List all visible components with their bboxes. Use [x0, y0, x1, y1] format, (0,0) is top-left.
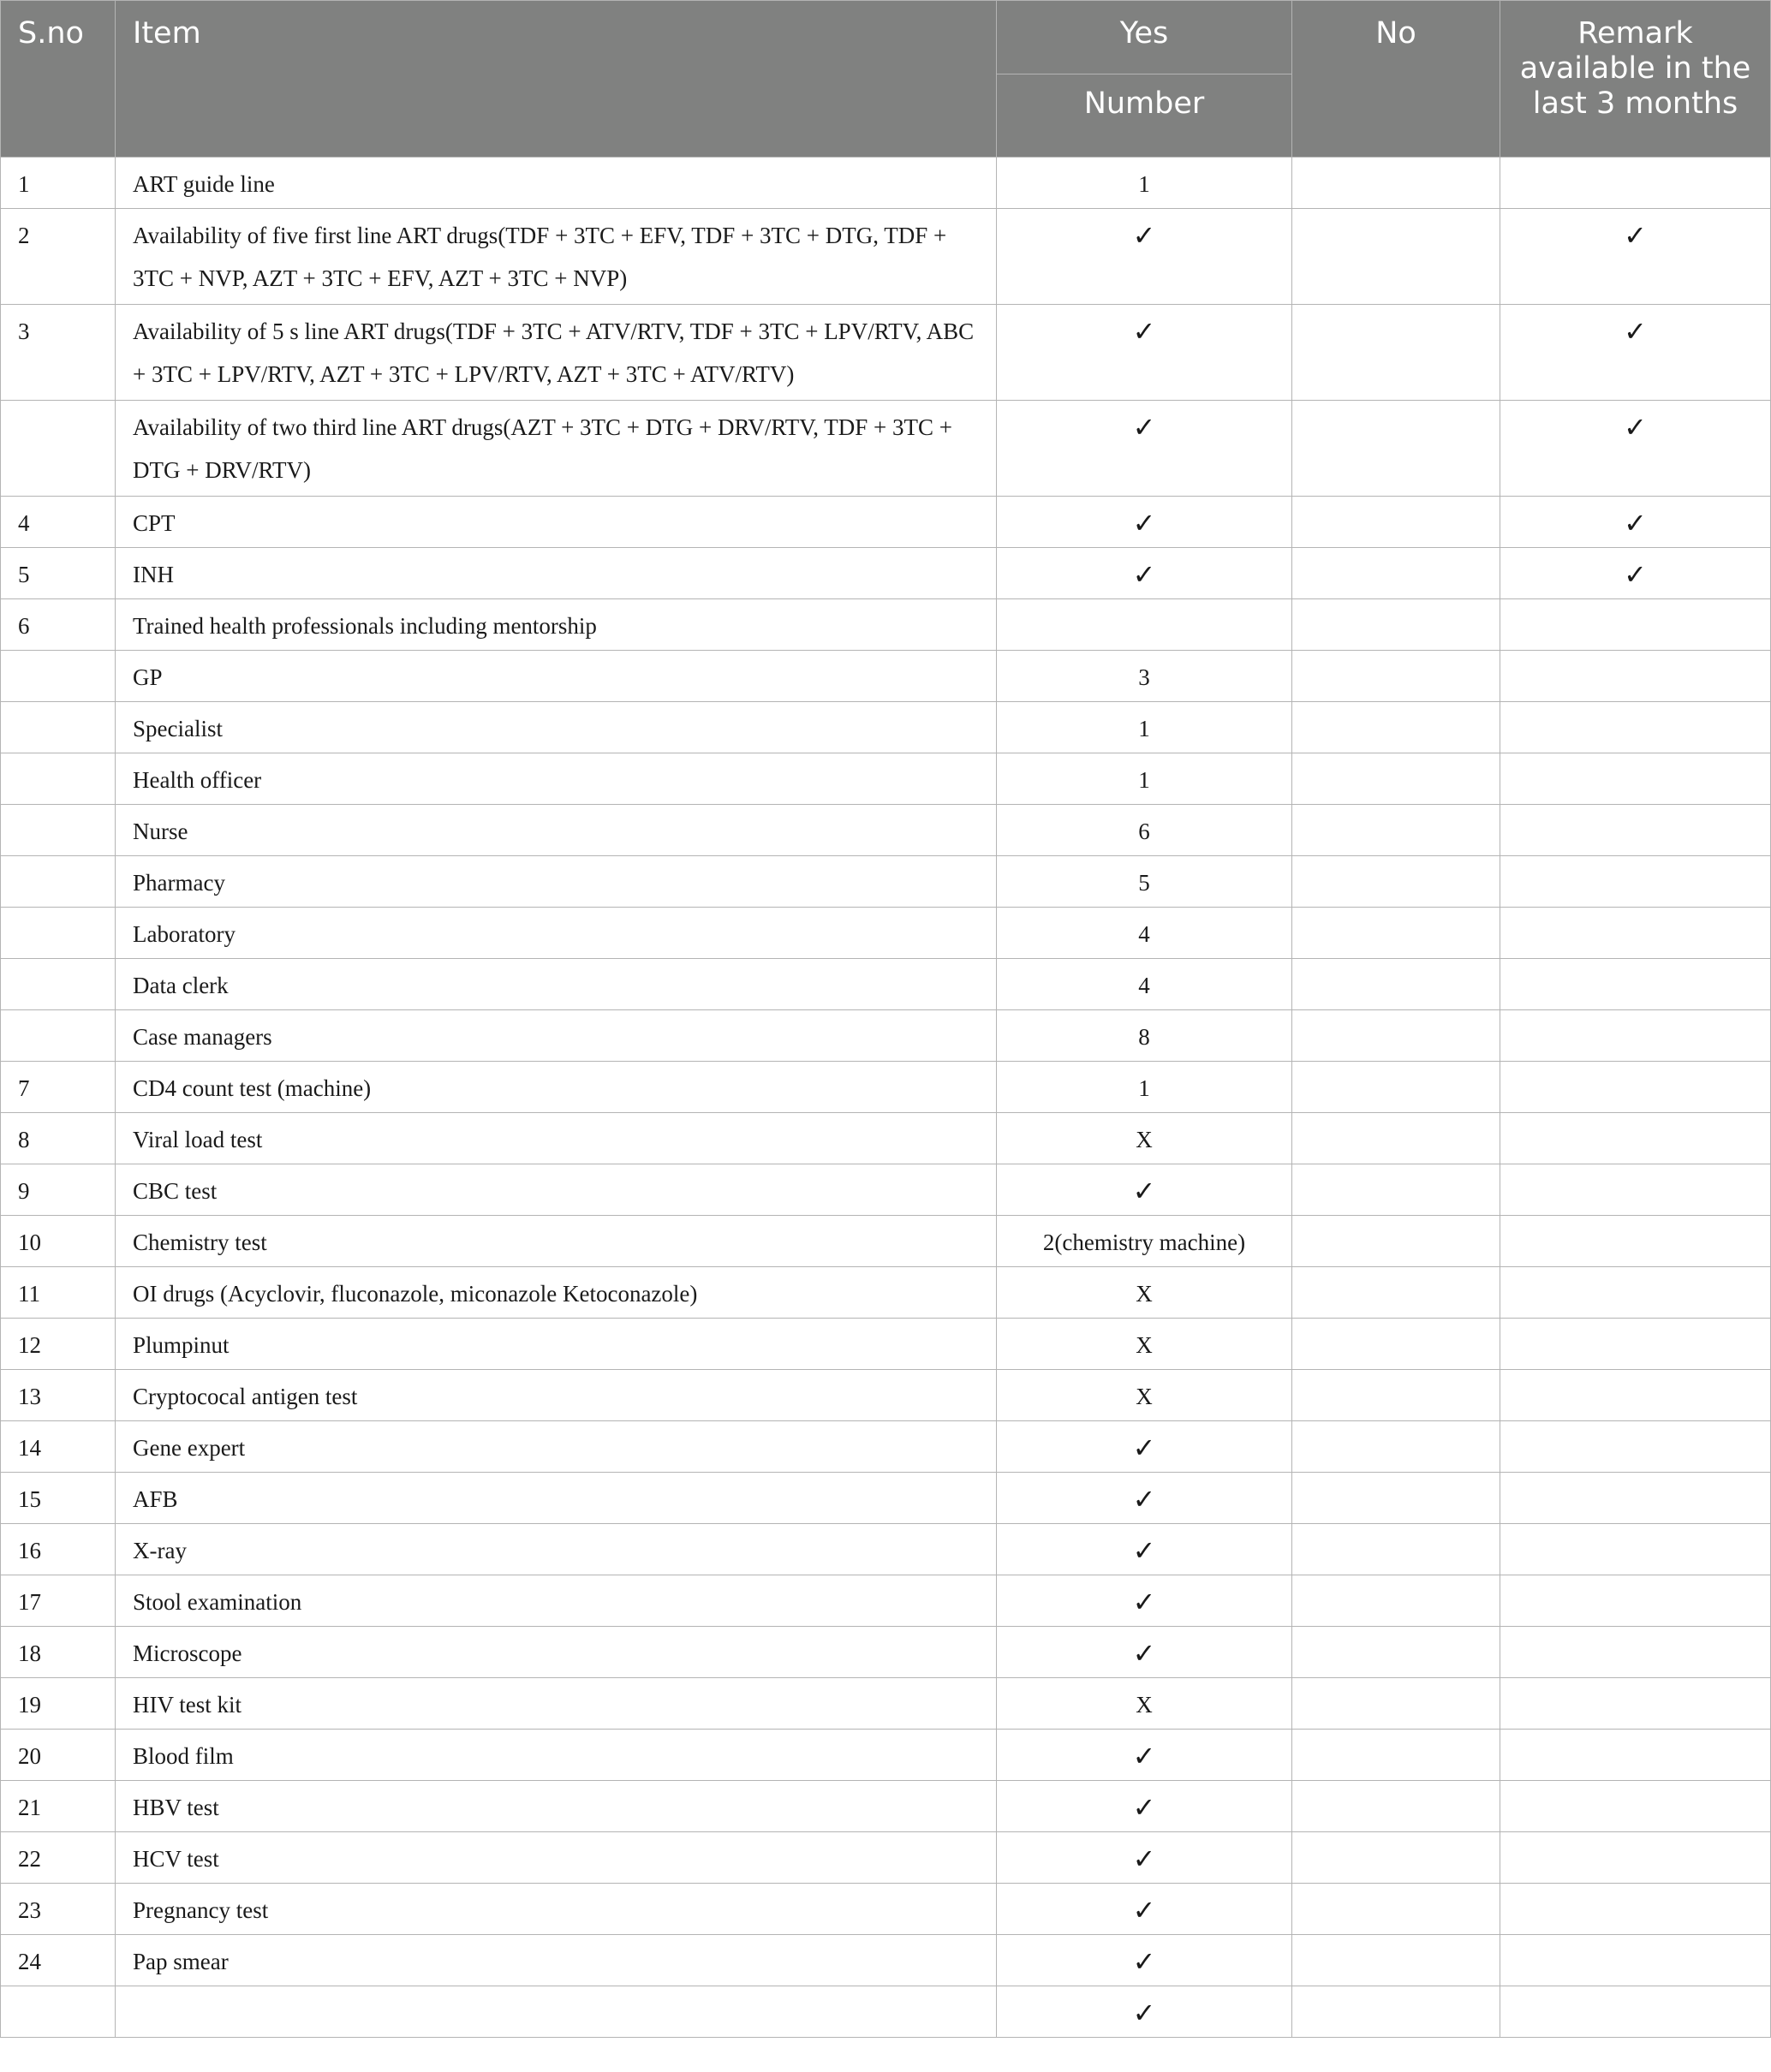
table-row: [1, 1524, 1771, 1575]
cell-yes-number: 1: [997, 158, 1292, 209]
cell-sno: 3: [1, 305, 116, 401]
cell-sno: 4: [1, 497, 116, 548]
cell-item: Cryptococal antigen test: [116, 1370, 997, 1421]
cell-yes-number: ✓: [997, 1164, 1292, 1216]
cell-no: [1292, 1524, 1500, 1575]
cell-sno: [1, 702, 116, 753]
cell-remark: [1500, 1524, 1771, 1575]
cell-yes-number: X: [997, 1319, 1292, 1370]
cell-item: CD4 count test (machine): [116, 1062, 997, 1113]
cell-remark: ✓: [1500, 401, 1771, 497]
cell-item: Plumpinut: [116, 1319, 997, 1370]
cell-sno: 24: [1, 1935, 116, 1986]
cell-sno: 12: [1, 1319, 116, 1370]
cell-sno: 18: [1, 1627, 116, 1678]
table-header: [1, 1, 1771, 158]
cell-item: ART guide line: [116, 158, 997, 209]
cell-sno: 20: [1, 1730, 116, 1781]
cell-item: Pregnancy test: [116, 1884, 997, 1935]
header-sno: S.no: [1, 1, 116, 158]
cell-remark: [1500, 1370, 1771, 1421]
cell-sno: [1, 1986, 116, 2038]
header-no: No: [1292, 1, 1500, 158]
cell-remark: ✓: [1500, 305, 1771, 401]
cell-yes-number: X: [997, 1113, 1292, 1164]
header-yes: Yes: [997, 1, 1292, 74]
table-row: [1, 158, 1771, 209]
cell-remark: [1500, 1164, 1771, 1216]
cell-item: Availability of two third line ART drugs(AZT + 3TC + DTG + DRV/RTV, TDF + 3TC + DTG + DRV/RTV): [116, 401, 997, 497]
cell-yes-number: ✓: [997, 1473, 1292, 1524]
cell-sno: 22: [1, 1832, 116, 1884]
cell-sno: [1, 1010, 116, 1062]
table-row: [1, 497, 1771, 548]
cell-item: Data clerk: [116, 959, 997, 1010]
cell-remark: [1500, 1935, 1771, 1986]
table-row: [1, 1421, 1771, 1473]
cell-no: [1292, 1010, 1500, 1062]
cell-remark: [1500, 1010, 1771, 1062]
table-row: [1, 1267, 1771, 1319]
cell-item: Pap smear: [116, 1935, 997, 1986]
cell-no: [1292, 1421, 1500, 1473]
cell-item: GP: [116, 651, 997, 702]
cell-item: Chemistry test: [116, 1216, 997, 1267]
cell-yes-number: ✓: [997, 209, 1292, 305]
cell-yes-number: 5: [997, 856, 1292, 908]
cell-no: [1292, 209, 1500, 305]
cell-sno: 1: [1, 158, 116, 209]
cell-no: [1292, 1832, 1500, 1884]
table-row: [1, 1216, 1771, 1267]
cell-no: [1292, 1216, 1500, 1267]
cell-remark: [1500, 805, 1771, 856]
cell-remark: [1500, 753, 1771, 805]
cell-sno: 5: [1, 548, 116, 599]
cell-remark: [1500, 1062, 1771, 1113]
cell-remark: [1500, 599, 1771, 651]
cell-remark: [1500, 1421, 1771, 1473]
cell-yes-number: ✓: [997, 1627, 1292, 1678]
cell-no: [1292, 1267, 1500, 1319]
cell-item: Stool examination: [116, 1575, 997, 1627]
cell-no: [1292, 548, 1500, 599]
cell-item: Viral load test: [116, 1113, 997, 1164]
cell-remark: [1500, 1781, 1771, 1832]
cell-sno: 6: [1, 599, 116, 651]
cell-item: [116, 1986, 997, 2038]
cell-no: [1292, 702, 1500, 753]
cell-remark: [1500, 158, 1771, 209]
cell-no: [1292, 1627, 1500, 1678]
cell-no: [1292, 959, 1500, 1010]
cell-yes-number: ✓: [997, 305, 1292, 401]
cell-no: [1292, 1678, 1500, 1730]
cell-yes-number: ✓: [997, 1524, 1292, 1575]
cell-item: Availability of 5 s line ART drugs(TDF + 3TC + ATV/RTV, TDF + 3TC + LPV/RTV, ABC + 3TC + LPV/RTV, AZT + 3TC + LPV/RTV, AZT + 3TC + ATV/RTV): [116, 305, 997, 401]
header-row-1: [1, 1, 1771, 74]
cell-no: [1292, 1730, 1500, 1781]
cell-item: Nurse: [116, 805, 997, 856]
table-row: [1, 959, 1771, 1010]
cell-remark: [1500, 1267, 1771, 1319]
cell-sno: 7: [1, 1062, 116, 1113]
cell-no: [1292, 497, 1500, 548]
cell-no: [1292, 1062, 1500, 1113]
table-row: [1, 599, 1771, 651]
table-row: [1, 1884, 1771, 1935]
cell-item: Health officer: [116, 753, 997, 805]
cell-yes-number: ✓: [997, 1730, 1292, 1781]
cell-no: [1292, 1319, 1500, 1370]
cell-no: [1292, 1781, 1500, 1832]
cell-yes-number: 3: [997, 651, 1292, 702]
cell-remark: [1500, 1730, 1771, 1781]
table-row: [1, 1627, 1771, 1678]
cell-item: Case managers: [116, 1010, 997, 1062]
cell-item: X-ray: [116, 1524, 997, 1575]
cell-remark: ✓: [1500, 548, 1771, 599]
cell-sno: [1, 856, 116, 908]
cell-item: Laboratory: [116, 908, 997, 959]
cell-sno: [1, 401, 116, 497]
cell-yes-number: ✓: [997, 497, 1292, 548]
cell-yes-number: [997, 599, 1292, 651]
cell-yes-number: 4: [997, 908, 1292, 959]
table-row: [1, 1113, 1771, 1164]
cell-item: CBC test: [116, 1164, 997, 1216]
cell-yes-number: X: [997, 1370, 1292, 1421]
cell-yes-number: ✓: [997, 1935, 1292, 1986]
cell-item: Blood film: [116, 1730, 997, 1781]
cell-no: [1292, 1370, 1500, 1421]
table-row: [1, 908, 1771, 959]
cell-yes-number: 1: [997, 753, 1292, 805]
table-row: [1, 305, 1771, 401]
table-row: [1, 1370, 1771, 1421]
table-row: [1, 1730, 1771, 1781]
cell-sno: 17: [1, 1575, 116, 1627]
cell-yes-number: ✓: [997, 548, 1292, 599]
cell-remark: [1500, 702, 1771, 753]
cell-sno: 19: [1, 1678, 116, 1730]
cell-remark: [1500, 1113, 1771, 1164]
table-body: [1, 158, 1771, 2038]
table-row: [1, 1832, 1771, 1884]
cell-item: Gene expert: [116, 1421, 997, 1473]
cell-no: [1292, 1164, 1500, 1216]
table-row: [1, 401, 1771, 497]
cell-no: [1292, 158, 1500, 209]
cell-yes-number: ✓: [997, 401, 1292, 497]
cell-no: [1292, 1884, 1500, 1935]
table-row: [1, 651, 1771, 702]
cell-sno: 16: [1, 1524, 116, 1575]
cell-item: OI drugs (Acyclovir, fluconazole, miconazole Ketoconazole): [116, 1267, 997, 1319]
header-number: Number: [997, 74, 1292, 158]
cell-no: [1292, 1113, 1500, 1164]
cell-yes-number: X: [997, 1267, 1292, 1319]
cell-remark: [1500, 1216, 1771, 1267]
cell-yes-number: 4: [997, 959, 1292, 1010]
cell-no: [1292, 753, 1500, 805]
cell-yes-number: 1: [997, 702, 1292, 753]
cell-remark: [1500, 1627, 1771, 1678]
cell-item: Microscope: [116, 1627, 997, 1678]
cell-yes-number: ✓: [997, 1986, 1292, 2038]
cell-no: [1292, 1575, 1500, 1627]
cell-no: [1292, 805, 1500, 856]
table-row: [1, 753, 1771, 805]
table-row: [1, 1319, 1771, 1370]
cell-sno: 2: [1, 209, 116, 305]
table-row: [1, 1010, 1771, 1062]
cell-item: AFB: [116, 1473, 997, 1524]
cell-remark: [1500, 1884, 1771, 1935]
cell-remark: [1500, 1678, 1771, 1730]
cell-yes-number: ✓: [997, 1884, 1292, 1935]
table-row: [1, 1473, 1771, 1524]
cell-no: [1292, 305, 1500, 401]
table-row: [1, 1575, 1771, 1627]
cell-item: HIV test kit: [116, 1678, 997, 1730]
cell-remark: [1500, 856, 1771, 908]
header-item: Item: [116, 1, 997, 158]
cell-no: [1292, 1473, 1500, 1524]
cell-sno: 8: [1, 1113, 116, 1164]
table-row: [1, 548, 1771, 599]
table-row: [1, 1986, 1771, 2038]
cell-no: [1292, 1935, 1500, 1986]
cell-remark: [1500, 1319, 1771, 1370]
table-row: [1, 1062, 1771, 1113]
cell-yes-number: 1: [997, 1062, 1292, 1113]
cell-item: CPT: [116, 497, 997, 548]
cell-no: [1292, 908, 1500, 959]
table-row: [1, 1781, 1771, 1832]
cell-yes-number: 6: [997, 805, 1292, 856]
header-remark: Remark available in the last 3 months: [1500, 1, 1771, 158]
cell-yes-number: 8: [997, 1010, 1292, 1062]
cell-no: [1292, 856, 1500, 908]
cell-no: [1292, 651, 1500, 702]
cell-remark: [1500, 1575, 1771, 1627]
table-row: [1, 1164, 1771, 1216]
cell-remark: [1500, 959, 1771, 1010]
cell-item: Pharmacy: [116, 856, 997, 908]
cell-sno: [1, 908, 116, 959]
cell-no: [1292, 401, 1500, 497]
cell-yes-number: ✓: [997, 1575, 1292, 1627]
cell-sno: [1, 753, 116, 805]
cell-item: HCV test: [116, 1832, 997, 1884]
cell-sno: 10: [1, 1216, 116, 1267]
cell-sno: 21: [1, 1781, 116, 1832]
table-row: [1, 702, 1771, 753]
cell-sno: 15: [1, 1473, 116, 1524]
table-row: [1, 856, 1771, 908]
cell-remark: [1500, 908, 1771, 959]
cell-remark: [1500, 1986, 1771, 2038]
cell-sno: 11: [1, 1267, 116, 1319]
cell-item: INH: [116, 548, 997, 599]
table-row: [1, 209, 1771, 305]
cell-item: HBV test: [116, 1781, 997, 1832]
cell-yes-number: ✓: [997, 1421, 1292, 1473]
cell-sno: 14: [1, 1421, 116, 1473]
cell-sno: 13: [1, 1370, 116, 1421]
cell-sno: 9: [1, 1164, 116, 1216]
cell-remark: ✓: [1500, 497, 1771, 548]
cell-sno: 23: [1, 1884, 116, 1935]
cell-item: Specialist: [116, 702, 997, 753]
cell-remark: ✓: [1500, 209, 1771, 305]
cell-yes-number: X: [997, 1678, 1292, 1730]
cell-no: [1292, 599, 1500, 651]
cell-sno: [1, 805, 116, 856]
cell-sno: [1, 651, 116, 702]
cell-remark: [1500, 1832, 1771, 1884]
table-row: [1, 1935, 1771, 1986]
table-row: [1, 805, 1771, 856]
table-row: [1, 1678, 1771, 1730]
cell-sno: [1, 959, 116, 1010]
cell-no: [1292, 1986, 1500, 2038]
cell-yes-number: ✓: [997, 1781, 1292, 1832]
cell-yes-number: 2(chemistry machine): [997, 1216, 1292, 1267]
cell-remark: [1500, 651, 1771, 702]
cell-item: Trained health professionals including mentorship: [116, 599, 997, 651]
cell-yes-number: ✓: [997, 1832, 1292, 1884]
cell-item: Availability of five first line ART drugs(TDF + 3TC + EFV, TDF + 3TC + DTG, TDF + 3TC + NVP, AZT + 3TC + EFV, AZT + 3TC + NVP): [116, 209, 997, 305]
cell-remark: [1500, 1473, 1771, 1524]
